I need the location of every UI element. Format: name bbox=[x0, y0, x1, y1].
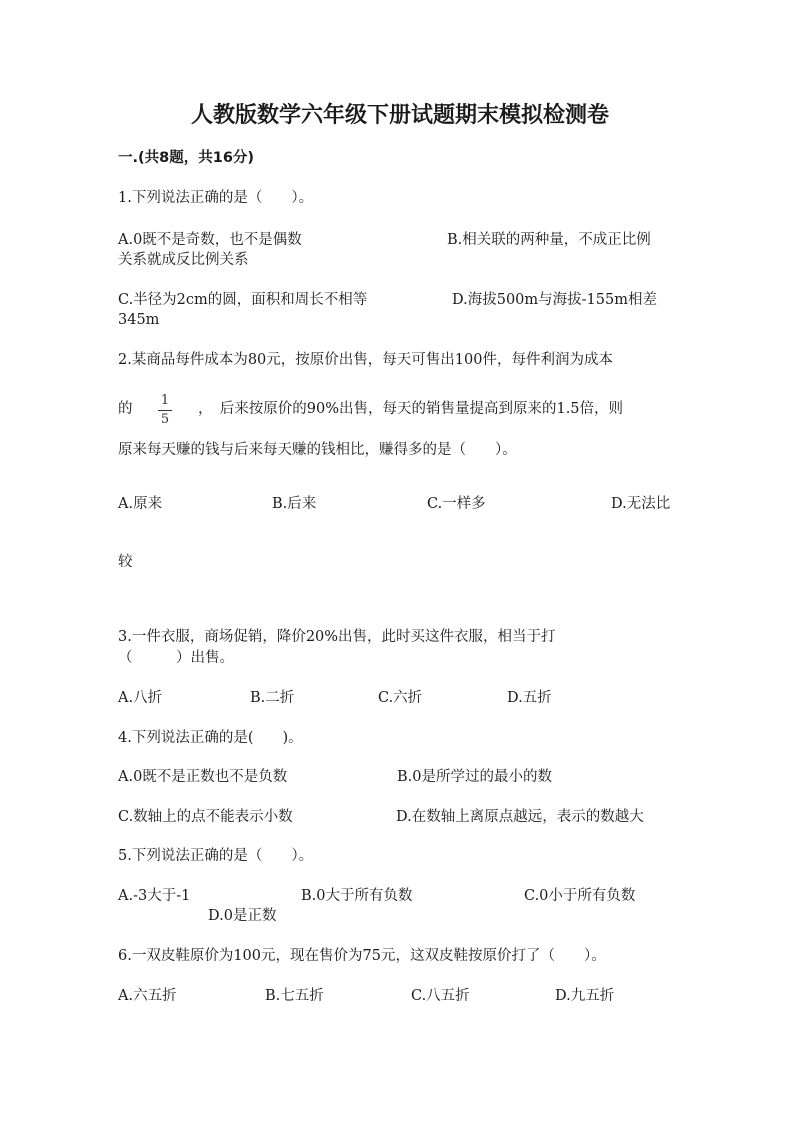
option-c: C.数轴上的点不能表示小数 bbox=[118, 809, 293, 825]
fraction-denominator: 5 bbox=[160, 412, 170, 427]
question-stem: 6.一双皮鞋原价为100元，现在售价为75元，这双皮鞋按原价打了（ ）。 bbox=[118, 948, 606, 964]
option-b: B.0大于所有负数 bbox=[301, 888, 413, 904]
option-a: A.六五折 bbox=[118, 988, 177, 1004]
question-stem: 5.下列说法正确的是（ ）。 bbox=[118, 848, 314, 864]
question-stem-line2: ， 后来按原价的90%出售，每天的销售量提高到原来的1.5倍，则 bbox=[198, 401, 624, 417]
section-heading: 一.(共8题，共16分) bbox=[118, 150, 255, 166]
option-c: C.八五折 bbox=[411, 988, 470, 1004]
option-b: B.七五折 bbox=[265, 988, 324, 1004]
option-d: D.海拔500m与海拔-155m相差 bbox=[452, 292, 657, 308]
fraction-bar bbox=[158, 410, 172, 411]
option-b: B.二折 bbox=[250, 690, 295, 706]
option-b-continued: 关系就成反比例关系 bbox=[118, 252, 249, 268]
fraction bbox=[158, 394, 172, 427]
option-b: B.后来 bbox=[272, 496, 317, 512]
option-c: C.半径为2cm的圆，面积和周长不相等 bbox=[118, 292, 368, 308]
question-stem: 1.下列说法正确的是（ ）。 bbox=[118, 190, 314, 206]
question-stem: 3.一件衣服，商场促销，降价20%出售，此时买这件衣服，相当于打 bbox=[118, 629, 556, 645]
option-d-continued: 345m bbox=[118, 312, 160, 328]
question-stem-line2-start: 的 bbox=[118, 401, 133, 417]
option-a: A.原来 bbox=[118, 496, 163, 512]
option-a: A.八折 bbox=[118, 690, 163, 706]
question-stem-line3: 原来每天赚的钱与后来每天赚的钱相比，赚得多的是（ ）。 bbox=[118, 442, 517, 458]
fraction-numerator: 1 bbox=[160, 393, 170, 408]
option-a: A.0既不是正数也不是负数 bbox=[118, 769, 288, 785]
option-c: C.0小于所有负数 bbox=[524, 888, 636, 904]
option-d: D.在数轴上离原点越远，表示的数越大 bbox=[396, 809, 644, 825]
option-c: C.一样多 bbox=[427, 496, 486, 512]
option-a: A.-3大于-1 bbox=[118, 888, 191, 904]
page-title: 人教版数学六年级下册试题期末模拟检测卷 bbox=[190, 102, 609, 128]
option-d: D.0是正数 bbox=[208, 908, 277, 924]
option-d-continued: 较 bbox=[118, 554, 133, 570]
question-stem: 4.下列说法正确的是( )。 bbox=[118, 730, 303, 746]
option-d: D.无法比 bbox=[611, 496, 671, 512]
option-d: D.五折 bbox=[507, 690, 552, 706]
question-stem-line2: （ ）出售。 bbox=[118, 650, 234, 666]
option-b: B.0是所学过的最小的数 bbox=[397, 769, 552, 785]
option-d: D.九五折 bbox=[555, 988, 615, 1004]
option-a: A.0既不是奇数，也不是偶数 bbox=[118, 232, 302, 248]
option-c: C.六折 bbox=[378, 690, 423, 706]
option-b: B.相关联的两种量，不成正比例 bbox=[447, 232, 651, 248]
question-stem: 2.某商品每件成本为80元，按原价出售，每天可售出100件，每件利润为成本 bbox=[118, 352, 613, 368]
